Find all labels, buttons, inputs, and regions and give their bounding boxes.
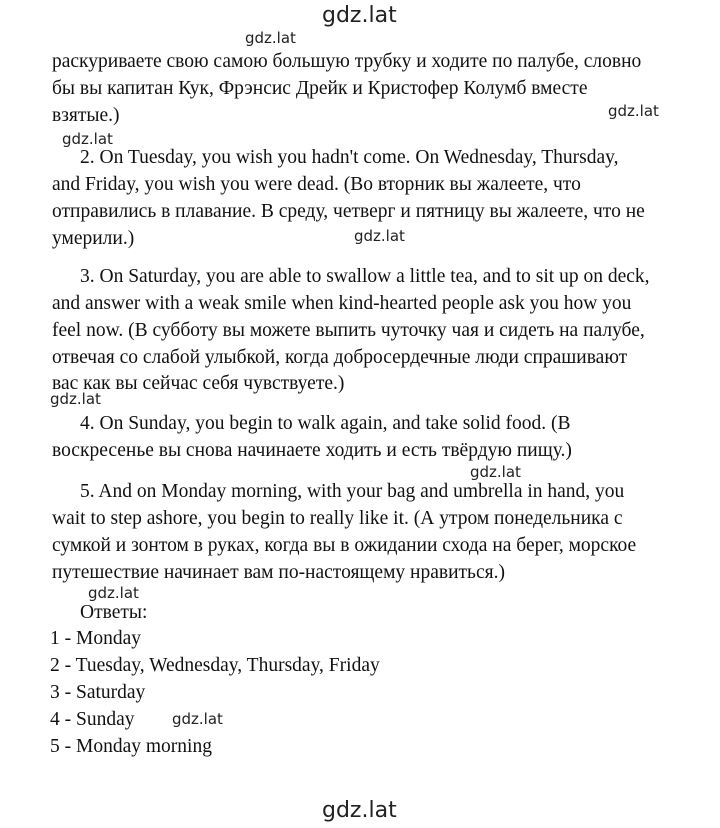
watermark: gdz.lat — [470, 463, 521, 481]
answer-item: 2 - Tuesday, Wednesday, Thursday, Friday — [50, 655, 380, 676]
paragraph-3-line: 3. On Saturday, you are able to swallow a little tea, and to sit up on deck, — [80, 266, 650, 287]
watermark: gdz.lat — [245, 29, 296, 47]
paragraph-5-line: 5. And on Monday morning, with your bag and umbrella in hand, you — [80, 481, 625, 502]
answers-title: Ответы: — [80, 602, 148, 623]
watermark: gdz.lat — [354, 227, 405, 245]
text-line: вас как вы сейчас себя чувствуете.) — [52, 373, 345, 394]
text-line: wait to step ashore, you begin to really like it. (А утром понедельника с — [52, 508, 623, 529]
text-line: сумкой и зонтом в руках, когда вы в ожидании схода на берег, морское — [52, 535, 637, 556]
text-line: путешествие начинает вам по-настоящему нравиться.) — [52, 562, 505, 583]
answer-item: 1 - Monday — [50, 628, 141, 649]
paragraph-2-line: 2. On Tuesday, you wish you hadn't come. On Wednesday, Thursday, — [80, 147, 619, 168]
watermark-top: gdz.lat — [322, 3, 397, 28]
paragraph-4-line: 4. On Sunday, you begin to walk again, and take solid food. (В — [80, 413, 571, 434]
answer-item: 3 - Saturday — [50, 682, 146, 703]
text-line: feel now. (В субботу вы можете выпить чуточку чая и сидеть на палубе, — [52, 320, 645, 341]
text-line: отвечая со слабой улыбкой, когда добросердечные люди спрашивают — [52, 347, 628, 368]
watermark: gdz.lat — [172, 710, 223, 728]
text-line: раскуриваете свою самою большую трубку и ходите по палубе, словно — [52, 51, 642, 72]
watermark: gdz.lat — [62, 130, 113, 148]
watermark-bottom: gdz.lat — [322, 798, 397, 823]
watermark: gdz.lat — [608, 102, 659, 120]
watermark: gdz.lat — [88, 584, 139, 602]
text-line: and answer with a weak smile when kind-hearted people ask you how you — [52, 293, 632, 314]
text-line: воскресенье вы снова начинаете ходить и есть твёрдую пищу.) — [52, 440, 572, 461]
text-line: бы вы капитан Кук, Фрэнсис Дрейк и Кристофер Колумб вместе — [52, 78, 588, 99]
watermark: gdz.lat — [50, 390, 101, 408]
text-line: умерили.) — [52, 228, 135, 249]
answer-item: 5 - Monday morning — [50, 736, 212, 757]
text-line: взятые.) — [52, 105, 120, 126]
text-line: отправились в плавание. В среду, четверг и пятницу вы жалеете, что не — [52, 201, 645, 222]
answer-item: 4 - Sunday — [50, 709, 135, 730]
text-line: and Friday, you wish you were dead. (Во вторник вы жалеете, что — [52, 174, 581, 195]
